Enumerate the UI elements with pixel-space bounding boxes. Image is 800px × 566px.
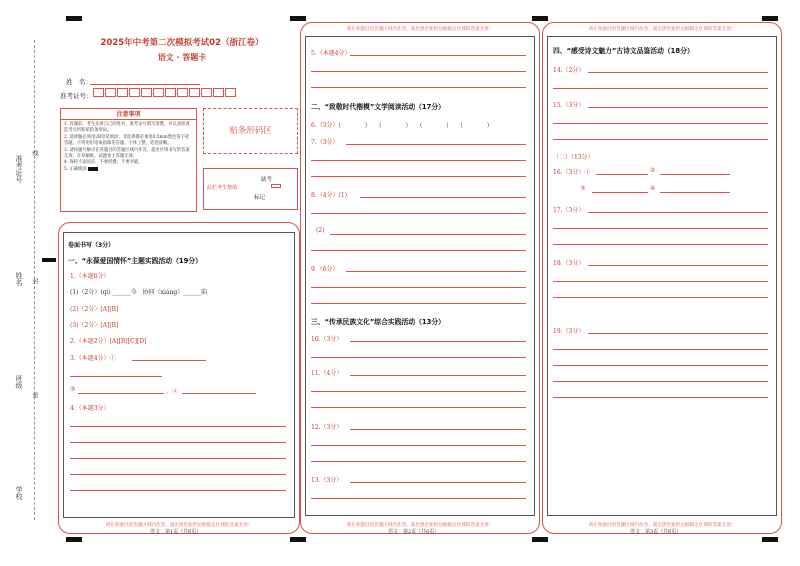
- question-6[interactable]: 6.（3分）( ) ( ) ( ) ( ): [311, 122, 490, 129]
- question-1-3[interactable]: (3)（2分）[A][B]: [70, 322, 119, 329]
- side-school-label: 学校: [15, 486, 23, 500]
- page-footer-2: 语文 第2页（共6页）: [388, 529, 440, 535]
- answer-line[interactable]: [78, 393, 164, 394]
- question-18: 18.（3分）: [553, 260, 585, 267]
- question-16-item-3: ③: [580, 185, 586, 192]
- registration-mark: [290, 537, 306, 542]
- question-19: 19.（3分）: [553, 328, 585, 335]
- boundary-warning: 请在各题目的答题区域内作答，超出黑色矩形边框限定区域的答案无效！: [588, 27, 736, 32]
- question-4: 4.（本题3分）: [70, 405, 110, 412]
- answer-line[interactable]: [553, 88, 768, 89]
- registration-mark: [532, 16, 548, 21]
- answer-line[interactable]: [660, 192, 730, 193]
- answer-line[interactable]: [553, 297, 768, 298]
- answer-line[interactable]: [588, 72, 768, 73]
- part-2-heading: （二）（13分）: [553, 154, 594, 161]
- page-footer-3: 语文 第3页（共6页）: [630, 529, 682, 535]
- answer-line[interactable]: [553, 281, 768, 282]
- answer-line[interactable]: [311, 160, 526, 161]
- notice-title: 注意事项: [61, 109, 196, 120]
- answer-line[interactable]: [588, 265, 768, 266]
- side-secret-label: 密: [31, 392, 38, 398]
- handwriting-score: 卷面书写（3分）: [68, 242, 115, 249]
- answer-line[interactable]: [596, 174, 648, 175]
- absent-note: 此栏考生禁填: [207, 185, 238, 191]
- side-ticket-label: 准考证号: [15, 155, 23, 183]
- answer-line[interactable]: [588, 333, 768, 334]
- answer-line[interactable]: [70, 490, 286, 491]
- answer-line[interactable]: [346, 144, 526, 145]
- answer-line[interactable]: [311, 407, 526, 408]
- answer-line[interactable]: [553, 139, 768, 140]
- answer-line[interactable]: [350, 429, 526, 430]
- answer-line[interactable]: [311, 250, 526, 251]
- notice-item: 4. 保持卡面清洁，不要折叠、不要弄破。: [64, 160, 143, 166]
- answer-line[interactable]: [553, 228, 768, 229]
- question-2[interactable]: 2.（本题2分）[A][B][C][D]: [70, 338, 147, 345]
- boundary-warning: 请在各题目的答题区域内作答，超出黑色矩形边框限定区域的答案无效！: [346, 523, 494, 528]
- absent-checkbox[interactable]: [271, 184, 281, 188]
- name-label: 姓 名：: [66, 78, 92, 86]
- question-1-1[interactable]: (1)（2分）(qí) ______今 协同（xiáng）______陷: [70, 289, 208, 296]
- question-8-1: 8.（4分）(1): [311, 192, 348, 199]
- notice-item: 1. 答题前，考生先将自己的姓名，准考证号填写清楚，并认真检查监考员所粘贴的条形码。: [64, 122, 190, 134]
- answer-line[interactable]: [70, 474, 286, 475]
- answer-line[interactable]: [660, 174, 730, 175]
- notice-box: [60, 108, 197, 212]
- answer-line[interactable]: [553, 381, 768, 382]
- boundary-warning: 请在各题目的答题区域内作答，超出黑色矩形边框限定区域的答案无效！: [346, 27, 494, 32]
- answer-line[interactable]: [553, 397, 768, 398]
- boundary-warning: 请在各题目的答题区域内作答，超出黑色矩形边框限定区域的答案无效！: [105, 523, 253, 528]
- question-16-item-2: ②: [650, 167, 656, 174]
- answer-line[interactable]: [588, 107, 768, 108]
- answer-line[interactable]: [360, 197, 526, 198]
- question-1-2[interactable]: (2)（2分）[A][B]: [70, 306, 119, 313]
- notice-item: 5. 正确填涂: [64, 166, 87, 172]
- boundary-warning: 请在各题目的答题区域内作答，超出黑色矩形边框限定区域的答案无效！: [588, 523, 736, 528]
- question-3: 3.（本题4分）①: [70, 355, 116, 362]
- registration-mark: [66, 537, 82, 542]
- question-12: 12.（3分）: [311, 424, 343, 431]
- question-16-item-4: ④: [650, 185, 656, 192]
- question-9: 9.（6分）: [311, 266, 339, 273]
- registration-mark: [532, 537, 548, 542]
- answer-line[interactable]: [350, 55, 526, 56]
- question-13: 13.（3分）: [311, 477, 343, 484]
- sheet-subtitle: 语文 · 答题卡: [157, 53, 207, 62]
- barcode-area: 贴条形码区: [203, 108, 298, 154]
- side-line-label: 线: [31, 150, 38, 156]
- question-17: 17.（3分）: [553, 207, 585, 214]
- notice-item: 2. 选择题必须用2B铅笔填涂；非选择题必须用0.5mm黑色签字笔答题，不得用铅笔或圆珠笔答题；字体工整、笔迹清晰。: [64, 134, 190, 147]
- answer-line[interactable]: [70, 376, 162, 377]
- absent-box: [203, 168, 298, 210]
- registration-mark: [290, 16, 306, 21]
- answer-line[interactable]: [311, 213, 526, 214]
- answer-line[interactable]: [70, 458, 286, 459]
- question-7: 7.（3分）: [311, 139, 339, 146]
- answer-line[interactable]: [311, 176, 526, 177]
- answer-line[interactable]: [311, 303, 526, 304]
- question-8-2: (2): [316, 227, 325, 234]
- name-field[interactable]: [90, 84, 200, 85]
- section-3-heading: 三、“传承民族文化”综合实践活动（13分）: [311, 318, 445, 326]
- answer-line[interactable]: [588, 212, 768, 213]
- answer-line[interactable]: [70, 426, 286, 427]
- absent-label-1: 缺考: [261, 177, 273, 183]
- question-5: 5.（本题4分）: [311, 50, 351, 57]
- answer-line[interactable]: [330, 234, 526, 235]
- answer-line[interactable]: [350, 482, 526, 483]
- ticket-label: 准考证号：: [60, 92, 93, 100]
- side-class-label: 班级: [15, 375, 23, 389]
- answer-line[interactable]: [592, 192, 648, 193]
- answer-line[interactable]: [350, 341, 526, 342]
- registration-mark: [762, 16, 778, 21]
- question-3-item-4: ，④: [166, 388, 179, 395]
- answer-line[interactable]: [350, 375, 526, 376]
- question-15: 15.（3分）: [553, 102, 585, 109]
- question-10: 10.（3分）: [311, 336, 343, 343]
- answer-line[interactable]: [132, 360, 206, 361]
- answer-line[interactable]: [311, 287, 526, 288]
- registration-mark: [42, 258, 56, 262]
- section-2-heading: 二、“致敬时代楷模”文学阅读活动（17分）: [311, 103, 445, 111]
- answer-line[interactable]: [311, 445, 526, 446]
- answer-line[interactable]: [346, 271, 526, 272]
- side-seal-label: 封: [31, 278, 38, 284]
- answer-line[interactable]: [553, 123, 768, 124]
- answer-line[interactable]: [70, 442, 286, 443]
- exam-title: 2025年中考第二次模拟考试02（浙江卷）: [100, 38, 264, 48]
- answer-line[interactable]: [182, 393, 256, 394]
- absent-label-2: 标记: [254, 195, 266, 201]
- section-1-heading: 一、“永葆爱国情怀”主题实践活动（19分）: [68, 257, 202, 265]
- question-11: 11.（4分）: [311, 370, 343, 377]
- question-16-item-1: 16.（3分）①: [553, 169, 591, 176]
- answer-line[interactable]: [311, 357, 526, 358]
- answer-line[interactable]: [311, 391, 526, 392]
- answer-line[interactable]: [553, 349, 768, 350]
- answer-line[interactable]: [311, 461, 526, 462]
- answer-line[interactable]: [553, 244, 768, 245]
- question-1: 1.（本题6分）: [70, 273, 110, 280]
- answer-line[interactable]: [553, 365, 768, 366]
- ticket-number-boxes[interactable]: [93, 88, 237, 97]
- side-name-label: 姓名: [15, 272, 23, 286]
- registration-mark: [66, 16, 82, 21]
- question-14: 14.（2分）: [553, 67, 585, 74]
- notice-item: 3. 请按题号顺序在各题目的答题区域内作答，超出区域书写的答案无效；在草稿纸、试题卷上答题无效。: [64, 147, 190, 160]
- answer-line[interactable]: [311, 498, 526, 499]
- answer-line[interactable]: [311, 71, 526, 72]
- question-3-item-3: ③: [70, 386, 76, 393]
- answer-line[interactable]: [311, 87, 526, 88]
- filled-sample-mark: [88, 167, 98, 171]
- page-footer-1: 语文 第1页（共6页）: [150, 529, 202, 535]
- registration-mark: [762, 537, 778, 542]
- section-4-heading: 四、“感受诗文魅力”古诗文品鉴活动（18分）: [553, 47, 694, 55]
